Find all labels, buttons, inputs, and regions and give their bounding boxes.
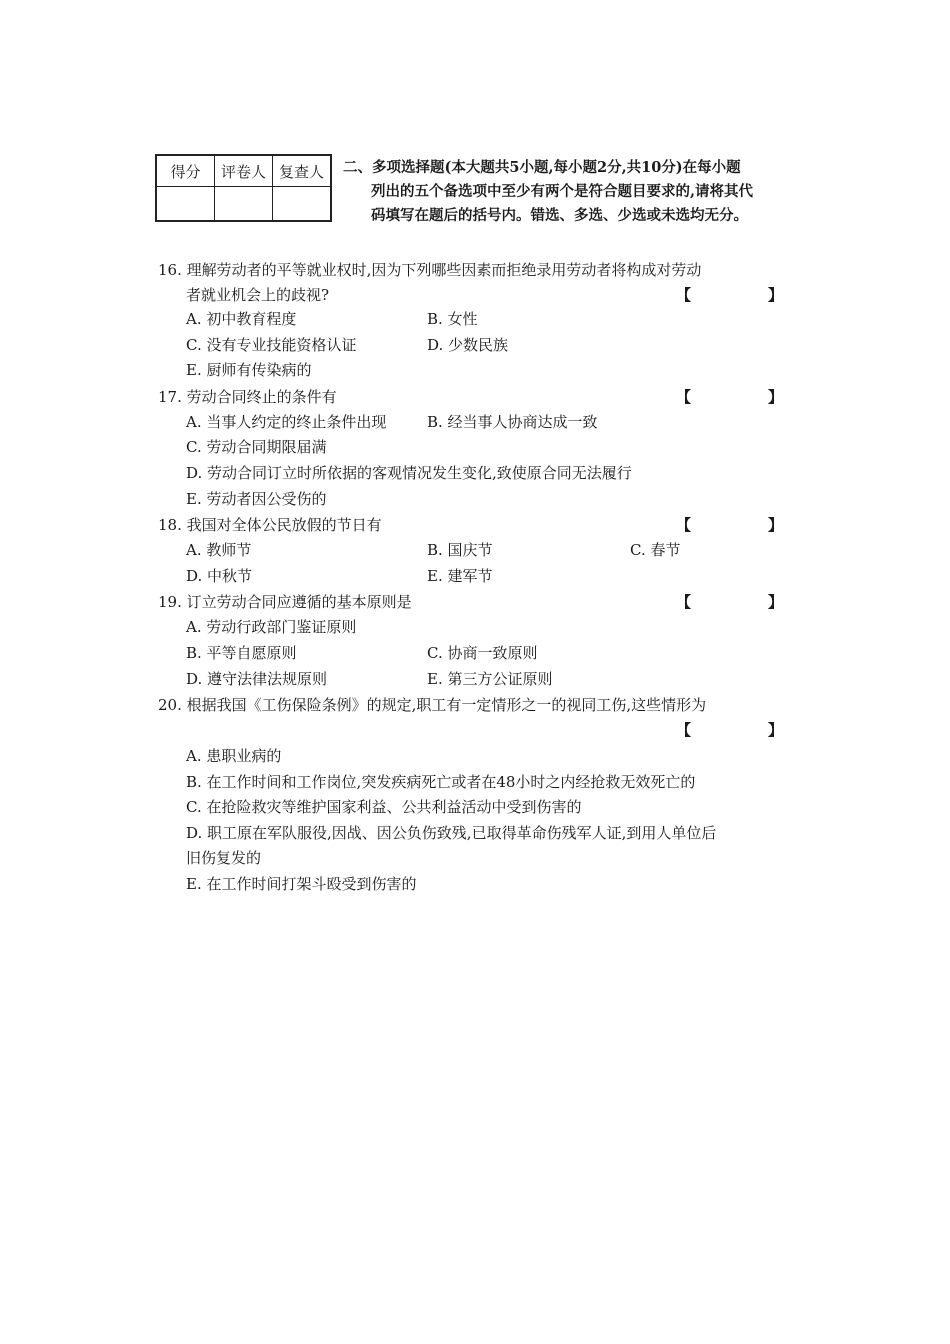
q19-stem: 19. 订立劳动合同应遵循的基本原则是	[158, 593, 412, 611]
q19-option-e: E. 第三方公证原则	[427, 670, 553, 688]
q16-stem-line-1: 16. 理解劳动者的平等就业权时,因为下列哪些因素而拒绝录用劳动者将构成对劳动	[158, 261, 702, 279]
q20-option-b: B. 在工作时间和工作岗位,突发疾病死亡或者在48小时之内经抢救无效死亡的	[186, 773, 696, 791]
q20-bracket-open: 【	[676, 721, 692, 739]
section-instructions	[343, 156, 803, 228]
q20-option-e: E. 在工作时间打架斗殴受到伤害的	[186, 875, 417, 893]
section-line-2: 列出的五个备选项中至少有两个是符合题目要求的,请将其代	[371, 183, 754, 200]
q18-option-b: B. 国庆节	[427, 541, 493, 559]
q18-bracket-close: 】	[768, 516, 784, 534]
q18-stem: 18. 我国对全体公民放假的节日有	[158, 516, 382, 534]
section-line-3: 码填写在题后的括号内。错选、多选、少选或未选均无分。	[371, 207, 748, 224]
q20-stem: 20. 根据我国《工伤保险条例》的规定,职工有一定情形之一的视同工伤,这些情形为	[158, 696, 707, 714]
q17-option-a: A. 当事人约定的终止条件出现	[186, 413, 387, 431]
score-header: 得分	[156, 155, 215, 187]
q19-bracket-close: 】	[768, 593, 784, 611]
q17-option-c: C. 劳动合同期限届满	[186, 438, 327, 456]
reviewer-cell[interactable]	[273, 187, 332, 222]
q17-bracket-close: 】	[768, 388, 784, 406]
q16-stem-line-2: 者就业机会上的歧视?	[186, 286, 330, 304]
q18-option-a: A. 教师节	[186, 541, 252, 559]
q18-option-e: E. 建军节	[427, 567, 493, 585]
q16-option-e: E. 厨师有传染病的	[186, 361, 312, 379]
score-table	[155, 154, 332, 222]
q18-option-c: C. 春节	[630, 541, 681, 559]
q16-bracket-close: 】	[768, 286, 784, 304]
q16-bracket-open: 【	[676, 286, 692, 304]
section-line-1: 二、多项选择题(本大题共5小题,每小题2分,共10分)在每小题	[343, 159, 741, 176]
grader-header: 评卷人	[215, 155, 273, 187]
q20-option-d-line-1: D. 职工原在军队服役,因战、因公负伤致残,已取得革命伤残军人证,到用人单位后	[186, 824, 717, 842]
q20-option-d-line-2: 旧伤复发的	[186, 849, 262, 867]
q19-bracket-open: 【	[676, 593, 692, 611]
q17-option-e: E. 劳动者因公受伤的	[186, 490, 327, 508]
score-cell[interactable]	[156, 187, 215, 222]
q17-option-b: B. 经当事人协商达成一致	[427, 413, 598, 431]
q17-bracket-open: 【	[676, 388, 692, 406]
q19-option-b: B. 平等自愿原则	[186, 644, 297, 662]
q16-option-c: C. 没有专业技能资格认证	[186, 336, 357, 354]
q19-option-c: C. 协商一致原则	[427, 644, 538, 662]
q20-bracket-close: 】	[768, 721, 784, 739]
q18-bracket-open: 【	[676, 516, 692, 534]
q16-option-b: B. 女性	[427, 310, 478, 328]
grader-cell[interactable]	[215, 187, 273, 222]
q18-option-d: D. 中秋节	[186, 567, 253, 585]
q20-option-c: C. 在抢险救灾等维护国家利益、公共利益活动中受到伤害的	[186, 798, 582, 816]
q19-option-a: A. 劳动行政部门鉴证原则	[186, 618, 357, 636]
q16-option-a: A. 初中教育程度	[186, 310, 297, 328]
q19-option-d: D. 遵守法律法规原则	[186, 670, 328, 688]
reviewer-header: 复查人	[273, 155, 332, 187]
q17-option-d: D. 劳动合同订立时所依据的客观情况发生变化,致使原合同无法履行	[186, 464, 632, 482]
q20-option-a: A. 患职业病的	[186, 747, 282, 765]
q17-stem: 17. 劳动合同终止的条件有	[158, 388, 337, 406]
q16-option-d: D. 少数民族	[427, 336, 509, 354]
